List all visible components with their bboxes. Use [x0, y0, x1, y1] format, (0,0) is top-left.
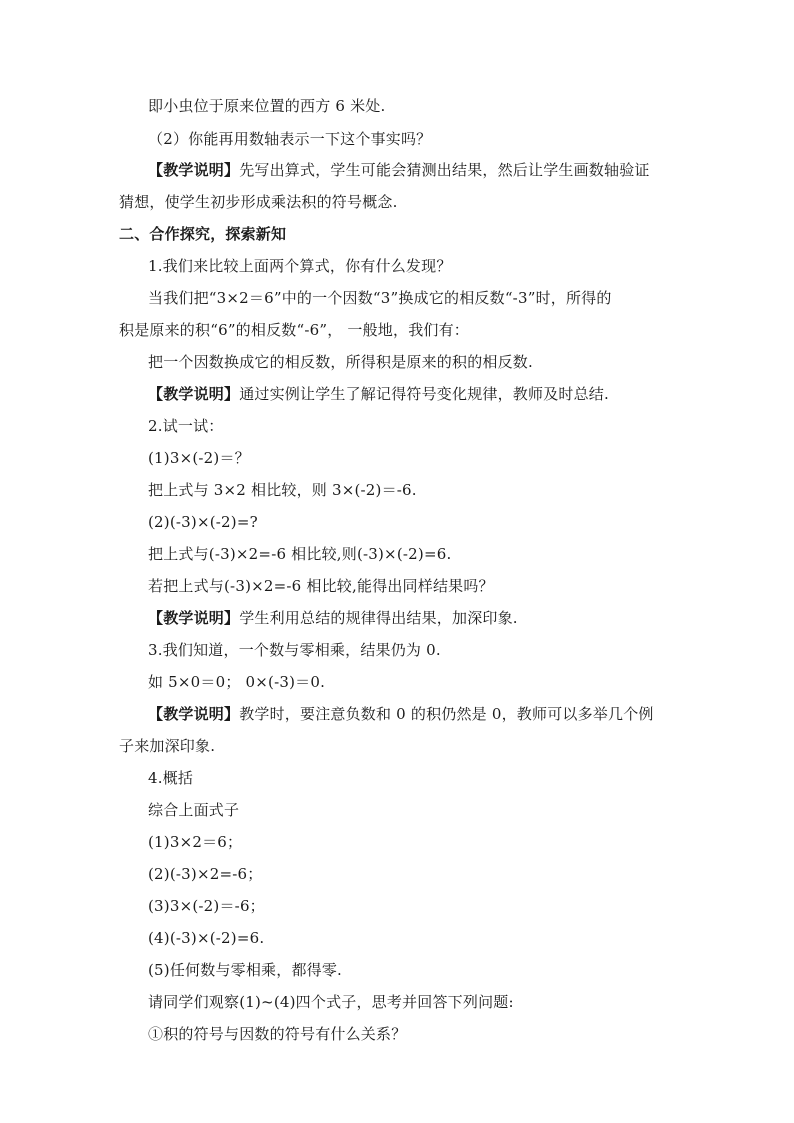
- equation-line: [148, 832, 242, 852]
- teaching-note-line: [148, 160, 650, 180]
- equation-line: [148, 448, 250, 468]
- line-text: ①积的符号与因数的符号有什么关系？: [148, 1025, 407, 1043]
- paragraph-line: [148, 768, 193, 788]
- line-text: 学生利用总结的规律得出结果，加深印象.: [239, 609, 518, 627]
- line-text: 先写出算式，学生可能会猜测出结果，然后让学生画数轴验证: [239, 161, 650, 179]
- paragraph-line: [148, 480, 417, 500]
- line-text: 教学时，要注意负数和 0 的积仍然是 0，教师可以多举几个例: [239, 705, 654, 723]
- paragraph-line: [148, 256, 452, 276]
- line-text: (2)(-3)×(-2)=?: [148, 513, 258, 531]
- line-text: 即小虫位于原来位置的西方 6 米处.: [148, 97, 386, 115]
- line-text: (1)3×(-2)＝？: [148, 449, 250, 467]
- line-text: 综合上面式子: [148, 801, 240, 819]
- line-text: 请同学们观察(1)~(4)四个式子，思考并回答下列问题:: [148, 993, 514, 1011]
- line-text: 当我们把“3×2＝6”中的一个因数“3”换成它的相反数“-3”时，所得的: [148, 289, 612, 307]
- paragraph-line: [148, 992, 514, 1012]
- teaching-note-line: [148, 704, 654, 724]
- line-text: (1)3×2＝6；: [148, 833, 243, 851]
- line-text: (2)(-3)×2=-6；: [148, 865, 263, 883]
- paragraph-line: [119, 320, 469, 340]
- line-text: 如 5×0＝0； 0×(-3)＝0.: [148, 673, 326, 691]
- line-text: 把上式与 3×2 相比较，则 3×(-2)＝-6.: [148, 481, 417, 499]
- line-text: 把一个因数换成它的相反数，所得积是原来的积的相反数.: [148, 353, 533, 371]
- line-text: 二、合作探究，探索新知: [119, 225, 287, 243]
- paragraph-line: [148, 1024, 406, 1044]
- line-text: 4.概括: [148, 769, 194, 787]
- line-text: 积是原来的积“6”的相反数“-6”， 一般地，我们有：: [119, 321, 469, 339]
- line-text: 3.我们知道，一个数与零相乘，结果仍为 0.: [148, 641, 441, 659]
- equation-line: [148, 672, 325, 692]
- teaching-note-line: [148, 384, 609, 404]
- line-text: 猜想，使学生初步形成乘法积的符号概念.: [119, 193, 398, 211]
- equation-line: [148, 512, 258, 532]
- paragraph-line: [148, 576, 494, 596]
- paragraph-line: [119, 736, 215, 756]
- teaching-note-label: 【教学说明】: [148, 161, 240, 179]
- paragraph-line: [148, 416, 224, 436]
- line-text: 子来加深印象.: [119, 737, 216, 755]
- equation-line: [148, 864, 262, 884]
- line-text: 把上式与(-3)×2=-6 相比较,则(-3)×(-2)=6.: [148, 545, 452, 563]
- line-text: (3)3×(-2)＝-6；: [148, 897, 265, 915]
- paragraph-line: [119, 192, 398, 212]
- paragraph-line: [148, 800, 239, 820]
- paragraph-line: [148, 96, 385, 116]
- line-text: 2.试一试：: [148, 417, 224, 435]
- paragraph-line: [148, 640, 441, 660]
- paragraph-line: [148, 352, 533, 372]
- equation-line: [148, 896, 265, 916]
- line-text: (4)(-3)×(-2)=6.: [148, 929, 265, 947]
- teaching-note-line: [148, 608, 518, 628]
- teaching-note-label: 【教学说明】: [148, 609, 240, 627]
- line-text: 若把上式与(-3)×2=-6 相比较,能得出同样结果吗？: [148, 577, 494, 595]
- line-text: 通过实例让学生了解记得符号变化规律，教师及时总结.: [239, 385, 609, 403]
- paragraph-line: [148, 129, 431, 149]
- paragraph-line: [148, 288, 612, 308]
- teaching-note-label: 【教学说明】: [148, 705, 240, 723]
- paragraph-line: [148, 544, 451, 564]
- line-text: （2）你能再用数轴表示一下这个事实吗？: [148, 130, 432, 148]
- equation-line: [148, 928, 264, 948]
- line-text: (5)任何数与零相乘，都得零.: [148, 961, 343, 979]
- teaching-note-label: 【教学说明】: [148, 385, 240, 403]
- paragraph-line: [148, 960, 342, 980]
- section-heading: [119, 224, 286, 244]
- line-text: 1.我们来比较上面两个算式，你有什么发现？: [148, 257, 452, 275]
